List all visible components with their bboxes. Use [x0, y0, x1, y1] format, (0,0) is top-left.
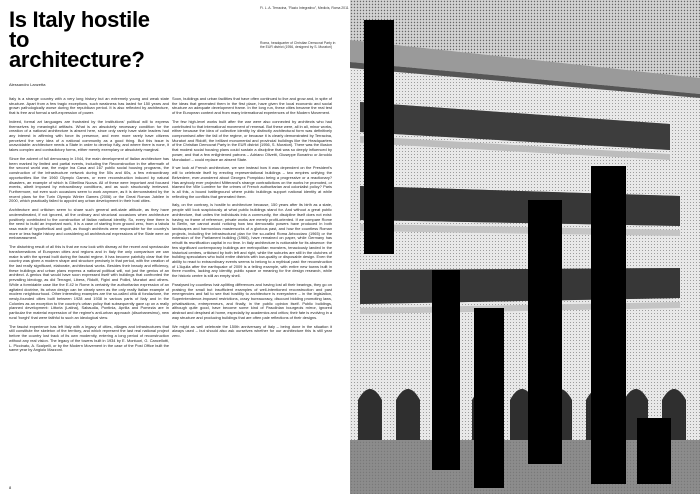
paragraph: Italy, on the contrary, is hostile to architecture because, 150 years after its birth as a state, people still look suspiciously at what public buildings stand for. And without a great public architecture, that unites the individuals into a community, the discipline itself does not exist: having no frame of reference, private works are merely profit-oriented. If we compare Rome to Berlin, we cannot avoid noticing how two democratic powers have produced in both landscapes and harmonious masterworks of a glorious past, and how the countless Roman projects, including the infrastructural plan for the so-called Roma Arbocciaro (1965) or the extension of the Parliament building (1966), have remained on paper, while Germany has rebuilt its reunification capital in no time. In Italy architecture is noticeable for its absence: the few significant contemporary buildings are metropolitan monsters, tenaciously landed in the historical centres, criticised by both left and right, while the suburbs are still in the clutches of building speculators who build entire districts with low-quality or disposable design. Even the ability to react to extraordinary events seems to belong to a mythical past: the reconstruction of L'Aquila after the earthquake of 2009 is a telling example, with entire new towns built in three months, lacking any identity, public space or meaning for the design research, while the historic centre is still an empty shell. [172, 202, 332, 279]
paragraph: The fascist experience has left Italy with a legacy of cities, villages and infrastructures that still constitute the skeleton of the territory, and which represent the last real national project before the country lost track of its own modernity, entering a long period of reconstruction without any real vision. The legacy of the towers built in 1934 by E. Montuori, G. Cancellotti, L. Piccinato, A. Scalpelli, or by the Modern Movement in the case of the Post Office built the same year by Angiolo Mazzoni. [9, 323, 169, 353]
building-illustration [350, 0, 700, 494]
paragraph: Soon, buildings and urban facilities that have often continued to live and grow and, in spite of the ideas that generated them in the first place, have given the local economic and social structure an adequate development frame. In the long run, these cities became the real test of the European context and from many international experiences of the Modern Movement. [172, 97, 332, 116]
paragraph: The disturbing result of all this is that we now look with dismay at the recent and spectacular transformations of European cities and regions and in Italy the only comparison we can make is with the spread built during the fascist regime. It has become painfully clear that the country was given a modern shape and structure precisely in that period, with the creation of the last really significant, elaborate, architectural works. Besides their beauty and efficiency, these buildings and urban plans express a national political will, not just the genius of an architect. A genius that would have soon expressed itself with buildings that confronted the prevailing ideology, as did Terragni, Libera, Ridolfi, Figini and Pollini, Muratori and others. While a formidable case like the E.42 in Rome is certainly the authoritarian expression of an agitated doctrine, its urban design can be clearly seen as the only really Italian example of modern neighbourhood. Other interesting examples are the so-called città di fondazione, the newly-founded cities built between 1928 and 1938 in various parts of Italy and in the Colonies as an exception to the country's urban policy that subsequently gave up on a really planned development: Littoria (Latina), Sabaudia, Pontinia, Aprilia and Pomezia are in particular the material expression of the regime's anti-urban approach (disurbanesimo), new rural 'borghi' that were faithful to such an ideological view. [9, 244, 169, 320]
article-author: Alessandro Lanzetta [9, 82, 46, 87]
page-number: 8 [9, 485, 12, 490]
paragraph: If we look at French architecture, we see instead how it was dependent on the President's will to celebrate itself by erecting representational buildings – two empires unifying the Belvedere, ever-wondered about Georges Pompidou being a progressive or a reactionary? Has anybody ever projected Mitterand's strange contradictions on the works he promoted, or blamed the Ville Lumière for the crimes of French authoritarian and colonialist policy? Paris is all this, a bound battleground where public buildings support national identity at while reflecting the conflicts that generated them. [172, 165, 332, 199]
paragraph: Architecture and criticism seem to share such general anti-state attitude, as they have underestimated, if not ignored, all the ordinary and structural occasions when architecture positively contributed to the construction of Italian national identity. So, every time there is the need to build an important work, it is a case of starting from ground zero, from a tabula rasa made of hypothetical and guilt, as though architects were responsible for the country's more or less fragile history and considering all architectural expressions of the State were an embarrassment. [9, 207, 169, 241]
paragraph: We might as well celebrate the 150th anniversary of Italy – being done in the situation it always used – but should also ask ourselves whether for our architecture this is still year zero. [172, 323, 332, 339]
figure-reference: Fi. L. A. Terracina, "Razio Integrativo", Medicis, Roma 2011 [260, 6, 349, 10]
building-photo [350, 0, 700, 494]
text-column-right [172, 97, 332, 485]
text-column-left [9, 97, 169, 485]
paragraph: Since the advent of full democracy in 1944, the main development of Italian architecture has been marked by limited and partial events, including the Reconstruction in the aftermath of the second world war, the major Ina Casa and 167 public social housing programs, the construction of the infrastructure network during the 50s and 60s, a few extraordinary opportunities like the 1960 Olympic Games, or even reconstruction induced by natural disasters, an example of which is Gibellina Nuova. All of these were important and focused events, albeit imposed by extraordinary conditions, and as such structurally irrelevant. Furthermore, not even such occasions seem to work anymore, as it is demonstrated by the recent plans for the Turin Olympic Winter Games (2006) or the Great Roman Jubilee in 2000, which practically failed to appoint any urban development in their host cities. [9, 155, 169, 204]
paragraph: Indeed, formal art languages are frustrated by the institutions' political will to express themselves by meaningful artifacts. What is an absolutely necessary condition for the creation of a national architecture is absent here, since only rarely have state leaders had any interest in affirming with force its presence, and even more rarely have citizens perceived the very idea of a national community as a good thing. But this issue is unavoidable: architecture needs a State in order to develop fully, and where there is none, it takes complex and contradictory forms, either merely exemplary or absolutely marginal. [9, 118, 169, 153]
article-title: Is Italy hostile to architecture? [9, 7, 150, 72]
paragraph: The few high-level works built after the war were also connected by architects who had contributed to that international movement of renewal. But these were, all in all, minor works, either because the idea of collective identity by distinctly architectural form was definitively compromised after the fall of the regime, or because it is clearly demonstrated by Terracina, Muratori and Ridolfi, the brilliant monumental and provincial buildings like the Headquarters of the Christian Democrat Party in the EUR district (1956, S. Muratori). There was the illusion that modest social housing plans could sustain a discipline that was so deeply influenced by power, and that a few enlightened patrons – Adriano Olivetti, Giuseppe Bonarino or Arnoldo Mondadori – could replace an absent State. [172, 118, 332, 162]
ground-floor-arches [358, 389, 686, 440]
paragraph: Italy is a strange country with a very long history but an extremely young and weak state structure. Apart from a few tragic exceptions, such weakness has lasted for 150 years and grown pathologically worse during the republican period. It is also reflected by architecture, that is free and formal a self-expression of power. [9, 97, 169, 116]
paragraph: Paralysed by countless hair-splitting differences and having lost all their bearings, they go on praising the small but insufficient examples of well-intentioned reconstruction and past emergencies and fail to see that hostility to architecture is everywhere – in the legislation, Superintendence-imposed restrictions, crazy bureaucracy, discount bidding promoting laws, privatisations, entrepreneurs, and finally, in the public opinion itself. Public buildings, although quite good, have become some kind of Pasolinian bourgeois mirror, ignored abstract and despised at home, especially by academics and critics; their fate is evolving in a way structure and producing buildings that are often pale reflections of their designs. [172, 281, 332, 320]
photo-credit: Roma, headquarter of Christian Democrat Party in the EUR district (1956, designed by S. Muratori) [260, 41, 336, 49]
lower-window-row [360, 268, 680, 314]
